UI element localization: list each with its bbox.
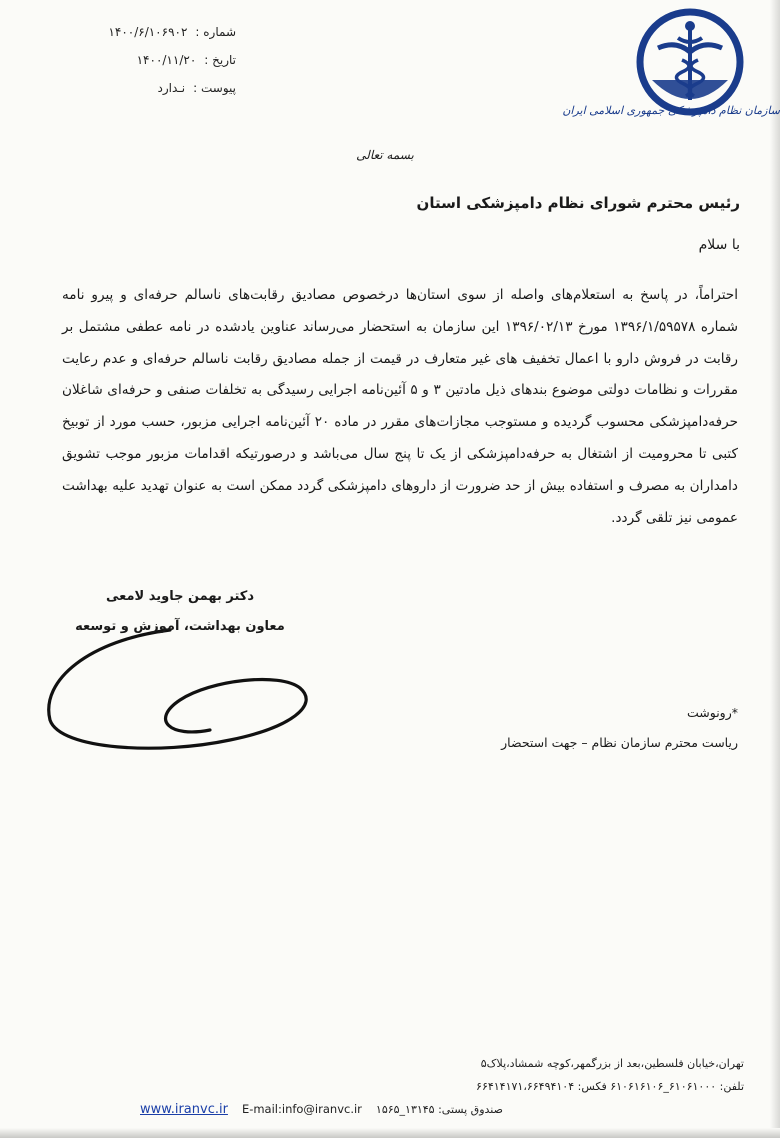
cc-recipient: ریاست محترم سازمان نظام – جهت استحضار	[501, 735, 738, 750]
attachment-value: نـدارد	[157, 81, 186, 95]
greeting: با سلام	[698, 237, 740, 253]
footer-address: تهران،خیابان فلسطین،بعد از بزرگمهر،کوچه شمشاد،پلاک۵	[480, 1057, 744, 1070]
page-edge-bottom	[0, 1128, 780, 1138]
recipient: رئیس محترم شورای نظام دامپزشکی استان	[416, 194, 740, 212]
number-label: شماره :	[195, 25, 236, 39]
letter-body: احتراماً، در پاسخ به استعلام‌های واصله از سوی استان‌ها درخصوص مصادیق رقابت‌های ناسالم حرفه‌ای و پیرو نامه شماره ۱۳۹۶/۱/۵۹۵۷۸ مورخ ۱۳۹۶/۰۲/۱۳ این سازمان به استحضار می‌رساند عناوین یادشده در نامه عطفی مشتمل بر رقابت در فروش دارو با اعمال تخفیف های غیر متعارف در قیمت از جمله مصادیق رقابت ناسالم حرفه‌ای و عدم رعایت مقررات و نظامات دولتی موضوع بندهای ذیل مادتین ۳ و ۵ آئین‌نامه اجرایی رسیدگی به تخلفات صنفی و حرفه‌ای شاغلان حرفه‌دامپزشکی محسوب گردیده و مستوجب مجازات‌های مقرر در ماده ۲۰ آئین‌نامه اجرایی مزبور، حسب مورد از توبیخ کتبی تا محرومیت از اشتغال به حرفه‌دامپزشکی از یک تا پنج سال می‌باشد و درصورتیکه اقدامات مزبور موجب تشویق دامداران به مصرف و استفاده بیش از حد ضرورت از داروهای دامپزشکی گردد ممکن است به عنوان تهدید علیه بهداشت عمومی نیز تلقی گردد.	[62, 287, 738, 526]
attachment-label: پیوست :	[193, 81, 236, 95]
footer-pobox: صندوق پستی: ۱۳۱۴۵_۱۵۶۵	[375, 1103, 503, 1116]
number-value: ۱۴۰۰/۶/۱۰۶۹۰۲	[108, 25, 188, 39]
letter-attachment	[60, 74, 236, 102]
signatory-name: دکتر بهمن جاوید لامعی	[105, 589, 255, 604]
cc-heading: *رونوشت	[686, 705, 738, 720]
page-edge	[770, 0, 780, 1138]
date-value: ۱۴۰۰/۱۱/۲۰	[136, 53, 197, 67]
footer-phones: تلفن: ۶۱۰۶۱۰۰۰_۶۱۰۶۱۶۱۰۶ فکس: ۶۶۴۱۴۱۷۱،۶۶۴۹۴۱۰۴	[476, 1080, 744, 1093]
footer-website-link[interactable]: www.iranvc.ir	[140, 1102, 228, 1117]
footer-contact-row	[140, 1098, 744, 1121]
signature-block	[40, 582, 320, 642]
organization-name: سازمان نظام دامپزشکی جمهوری اسلامی ایران	[562, 104, 780, 117]
veterinary-organization-logo	[636, 8, 744, 116]
letter-number	[60, 18, 236, 46]
date-label: تاریخ :	[204, 53, 236, 67]
footer-email[interactable]: E-mail:info@iranvc.ir	[241, 1102, 362, 1116]
bismillah: بسمه تعالی	[356, 148, 414, 162]
signatory-title: معاون بهداشت، آموزش و توسعه	[75, 619, 285, 634]
letter-date	[60, 46, 236, 74]
reference-block	[60, 18, 236, 102]
footer	[140, 1052, 744, 1121]
